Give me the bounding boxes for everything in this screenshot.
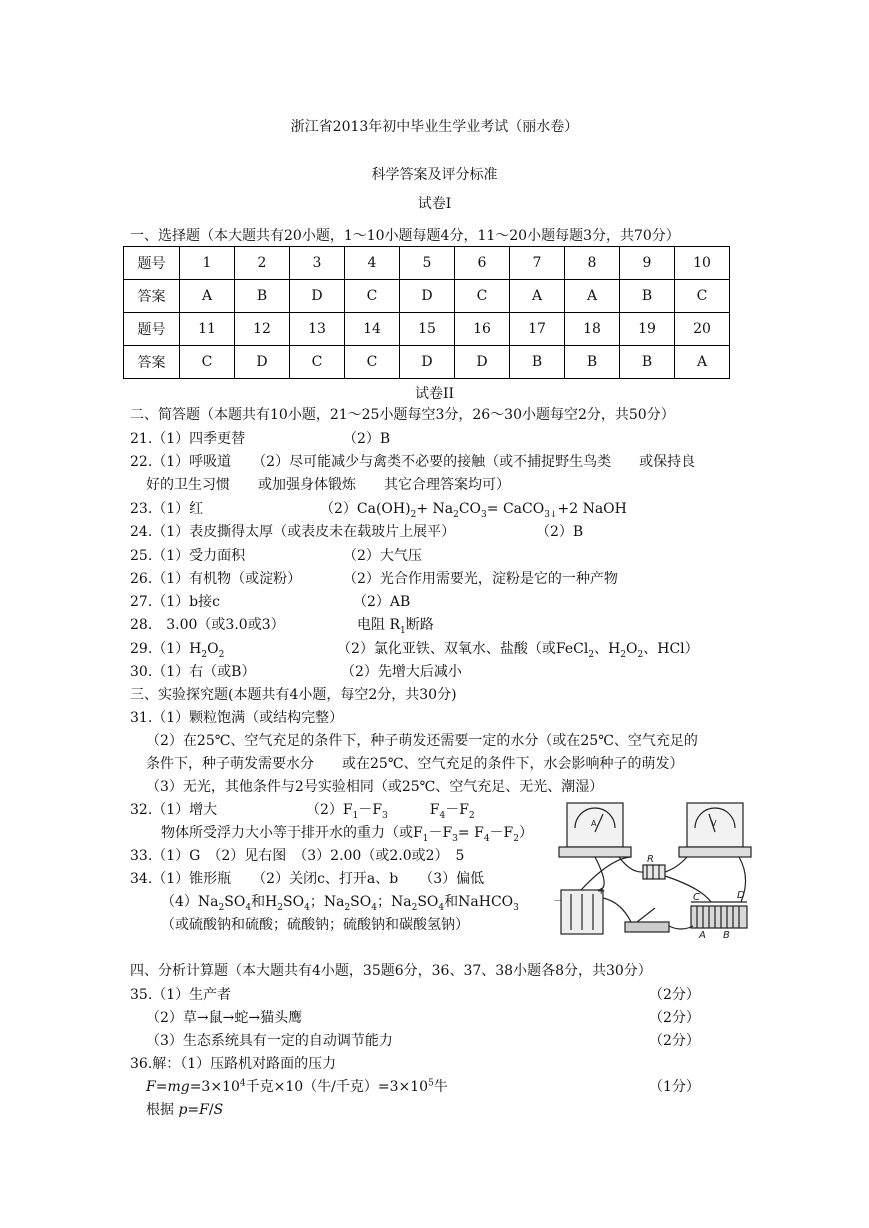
- answer-line: $29.(1)H_2O_2$: [130, 641, 225, 660]
- answer-line: 32.（1）增大: [130, 802, 218, 818]
- answer-line: （2）氯化亚铁、双氧水、盐酸（或FeCl$_2$、$H_2O_2$、HCl）: [337, 641, 699, 660]
- svg-text:D: D: [737, 890, 745, 901]
- svg-text:－: －: [553, 896, 563, 907]
- answer-line: 26.（1）有机物（或淀粉）: [130, 571, 302, 587]
- table-cell: 16: [455, 313, 510, 346]
- table-cell: C: [180, 346, 235, 379]
- answer-line: 35.（1）生产者: [130, 987, 232, 1003]
- answer-line: 25.（1）受力面积: [130, 548, 246, 564]
- table-cell: A: [675, 346, 730, 379]
- answer-line: 34.（1）锥形瓶 （2）关闭c、打开a、b （3）偏低: [130, 871, 485, 887]
- doc-title: 浙江省2013年初中毕业生学业考试（丽水卷）: [290, 119, 579, 135]
- table-cell: 答案: [124, 280, 180, 313]
- table-cell: D: [235, 346, 290, 379]
- table-cell: B: [620, 280, 675, 313]
- table-cell: D: [290, 280, 345, 313]
- answer-line: （2）大气压: [343, 548, 422, 564]
- table-cell: A: [565, 280, 620, 313]
- table-cell: 9: [620, 247, 675, 280]
- table-row: [124, 313, 730, 346]
- score-label: （1分）: [649, 1079, 700, 1095]
- svg-text:V: V: [711, 819, 717, 828]
- answer-line: 28. 3.00（或3.0或3）: [130, 617, 285, 633]
- table-cell: 2: [235, 247, 290, 280]
- table-cell: 题号: [124, 247, 180, 280]
- table-cell: 17: [510, 313, 565, 346]
- answer-line: 21.（1）四季更替: [130, 431, 246, 447]
- answer-line: 条件下，种子萌发需要水分 或在25℃、空气充足的条件下，水会影响种子的萌发）: [146, 756, 684, 772]
- answer-line: 物体所受浮力大小等于排开水的重力（或$F_1-F_3= F_4-F_2$）: [161, 825, 533, 844]
- table-cell: 题号: [124, 313, 180, 346]
- table-cell: B: [510, 346, 565, 379]
- answer-line: （2）草→鼠→蛇→猫头鹰: [146, 1010, 303, 1026]
- answer-line: $F=mg=3\times 10^4$千克×10（牛/千克）$=3\times 10^5$牛: [146, 1078, 448, 1095]
- paper1-heading: 试卷Ⅰ: [417, 196, 452, 212]
- section4-heading: 四、分析计算题（本大题共有4小题，35题6分，36、37、38小题各8分，共30分）: [130, 963, 652, 979]
- answer-line: 根据 p=F/S: [146, 1102, 224, 1118]
- svg-text:B: B: [723, 930, 730, 941]
- answer-line: 36.解：（1）压路机对路面的压力: [130, 1056, 337, 1072]
- table-cell: A: [510, 280, 565, 313]
- answer-line: （2）先增大后减小: [341, 664, 462, 680]
- table-cell: 10: [675, 247, 730, 280]
- answer-line: 电阻 $R_1$断路: [357, 617, 434, 636]
- section1-heading: 一、选择题（本大题共有20小题，1～10小题每题4分，11～20小题每题3分，共70分）: [130, 228, 680, 244]
- svg-text:C: C: [693, 892, 700, 903]
- answer-line: （2）B: [536, 524, 584, 540]
- answer-line: 31.（1）颗粒饱满（或结构完整）: [130, 710, 344, 726]
- table-cell: 18: [565, 313, 620, 346]
- answer-line: 23.（1）红: [130, 501, 204, 517]
- table-cell: C: [345, 346, 400, 379]
- answer-line: （2）在25℃、空气充足的条件下，种子萌发还需要一定的水分（或在25℃、空气充足的: [146, 733, 698, 749]
- table-cell: 3: [290, 247, 345, 280]
- doc-subtitle: 科学答案及评分标准: [371, 167, 498, 183]
- answer-line: 33.（1）G （2）见右图 （3）2.00（或2.0或2） 5: [130, 848, 465, 864]
- section3-heading: 三、实验探究题(本题共有4小题，每空2分，共30分): [130, 687, 457, 703]
- table-cell: 12: [235, 313, 290, 346]
- score-label: （2分）: [649, 987, 700, 1003]
- table-cell: C: [675, 280, 730, 313]
- svg-text:R: R: [647, 854, 654, 865]
- answer-line: 22.（1）呼吸道 （2）尽可能减少与禽类不必要的接触（或不捕捉野生鸟类 或保持良: [130, 454, 696, 470]
- table-cell: 15: [400, 313, 455, 346]
- table-cell: 6: [455, 247, 510, 280]
- answer-line: （2）光合作用需要光，淀粉是它的一种产物: [343, 571, 618, 587]
- table-cell: 14: [345, 313, 400, 346]
- table-cell: 19: [620, 313, 675, 346]
- table-row: [124, 346, 730, 379]
- section2-heading: 二、简答题（本题共有10小题，21～25小题每空3分，26～30小题每空2分，共50分）: [130, 407, 675, 423]
- svg-text:A: A: [699, 930, 706, 941]
- table-cell: A: [180, 280, 235, 313]
- table-cell: 7: [510, 247, 565, 280]
- paper2-heading: 试卷II: [414, 386, 455, 402]
- answer-line: 24.（1）表皮撕得太厚（或表皮未在载玻片上展平）: [130, 524, 456, 540]
- svg-text:+: +: [597, 886, 606, 897]
- answer-line: 27.（1）b接c: [130, 594, 220, 610]
- table-row: [124, 247, 730, 280]
- svg-text:A: A: [591, 819, 597, 828]
- table-cell: C: [290, 346, 345, 379]
- answer-line: （2）AB: [353, 594, 411, 610]
- table-row: [124, 280, 730, 313]
- circuit-diagram: [551, 798, 761, 943]
- table-cell: 11: [180, 313, 235, 346]
- answer-line: $(4)Na_2SO_4$和$H_2SO_4$；$Na_2SO_4$；$Na_2SO_4$和NaHCO$_3$: [161, 894, 519, 913]
- score-label: （2分）: [649, 1033, 700, 1049]
- table-cell: 1: [180, 247, 235, 280]
- answer-line: （或硫酸钠和硫酸；硫酸钠；硫酸钠和碳酸氢钠）: [161, 917, 469, 933]
- answer-line: （3）无光，其他条件与2号实验相同（或25℃、空气充足、无光、潮湿）: [146, 779, 604, 795]
- table-cell: 5: [400, 247, 455, 280]
- table-cell: 答案: [124, 346, 180, 379]
- table-cell: B: [620, 346, 675, 379]
- table-cell: 4: [345, 247, 400, 280]
- answer-line: $(2)Ca(OH)_2+ Na_2CO_3=$ CaCO$_{3↓}$+2 NaOH: [320, 501, 627, 520]
- answer-line: （2）B: [343, 431, 391, 447]
- answer-table: [123, 246, 730, 379]
- table-cell: C: [455, 280, 510, 313]
- table-cell: 13: [290, 313, 345, 346]
- table-cell: D: [455, 346, 510, 379]
- table-cell: D: [400, 280, 455, 313]
- table-cell: B: [235, 280, 290, 313]
- table-cell: D: [400, 346, 455, 379]
- table-cell: C: [345, 280, 400, 313]
- score-label: （2分）: [649, 1010, 700, 1026]
- table-cell: 8: [565, 247, 620, 280]
- answer-line: $(2)F_1-F_3$ $F_4-F_2$: [306, 802, 475, 821]
- answer-line: （3）生态系统具有一定的自动调节能力: [146, 1033, 393, 1049]
- table-cell: B: [565, 346, 620, 379]
- answer-line: 好的卫生习惯 或加强身体锻炼 其它合理答案均可）: [146, 477, 510, 493]
- answer-line: 30.（1）右（或B）: [130, 664, 256, 680]
- table-cell: 20: [675, 313, 730, 346]
